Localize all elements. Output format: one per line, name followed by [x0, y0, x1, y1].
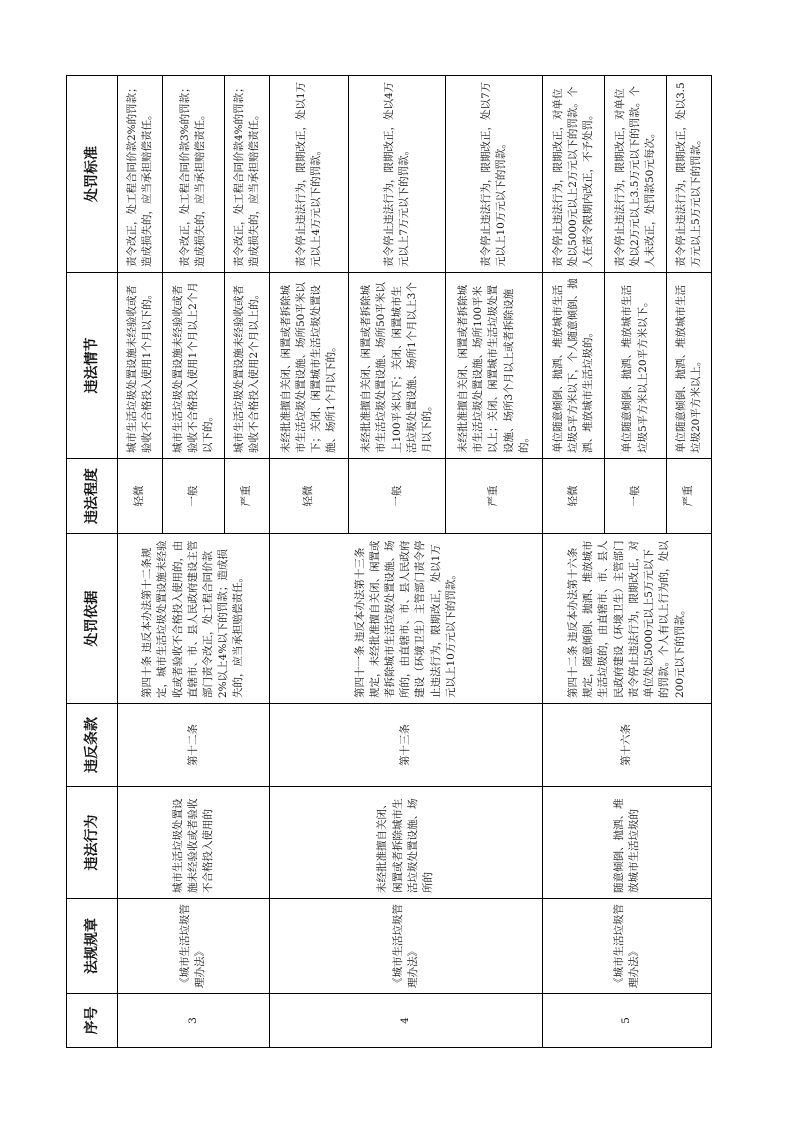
row-detail: 城市生活垃圾处置设施未经验收或者验收不合格投入使用1个月以下的。: [118, 273, 163, 459]
row-detail: 未经批准擅自关闭、闲置或者拆除城市生活垃圾处置设施、场所50平米以下；关闭、闲置城市生活垃圾处置设施、场所1个月以下的。: [269, 273, 348, 459]
row-penalty: 责令改正，处工程合同价款2%的罚款；造成损失的，应当承担赔偿责任。: [118, 76, 163, 273]
row-detail: 未经批准擅自关闭、闲置或者拆除城市生活垃圾处置设施、场所100平米以上；关闭、闲置城市生活垃圾处置设施、场所3个月以上或者拆除设施的。: [446, 273, 543, 459]
row-law: 《城市生活垃圾管理办法》: [542, 899, 711, 994]
row-clause: 第十三条: [269, 704, 542, 787]
row-detail: 单位随意倾倒、抛洒、堆放城市生活垃圾5平方米以下，个人随意倾倒、抛洒、堆放城市生活垃圾的。: [542, 273, 604, 459]
row-penalty: 责令停止违法行为，限期改正，对单位处以5000元以上2万元以下的罚款。个人在责令限期内改正，不予处罚。: [542, 76, 604, 273]
row-degree: 轻微: [269, 459, 348, 534]
row-degree: 严重: [224, 459, 269, 534]
row-degree: 严重: [667, 459, 712, 534]
row-clause: 第十二条: [118, 704, 270, 787]
row-degree: 一般: [162, 459, 224, 534]
row-degree: 一般: [604, 459, 666, 534]
penalty-standard-table: [66, 75, 712, 1048]
row-penalty: 责令改正，处工程合同价款3%的罚款；造成损失的，应当承担赔偿责任。: [162, 76, 224, 273]
row-detail: 单位随意倾倒、抛洒、堆放城市生活垃圾20平方米以上。: [667, 273, 712, 459]
row-detail: 城市生活垃圾处置设施未经验收或者验收不合格投入使用2个月以上的。: [224, 273, 269, 459]
rotated-page: [66, 76, 712, 1048]
row-penalty: 责令停止违法行为，限期改正，处以4万元以上7万元以下的罚款。: [349, 76, 446, 273]
row-act: 城市生活垃圾处置设施未经验收或者验收不合格投入使用的: [118, 787, 270, 899]
row-detail: 单位随意倾倒、抛洒、堆放城市生活垃圾5平方米以上20平方米以下。: [604, 273, 666, 459]
row-basis: 第四十条 违反本办法第十二条规定，城市生活垃圾处置设施未经验收或者验收不合格投入使用的，由直辖市、市、县人民政府建设主管部门责令改正，处工程合同价款2%以上4%以下的罚款；造成损失的，应当承担赔偿责任。: [118, 534, 270, 704]
header-act: 违法行为: [67, 787, 118, 899]
header-clause: 违反条款: [67, 704, 118, 787]
table-row: [269, 76, 348, 1048]
table-row: [118, 76, 163, 1048]
row-penalty: 责令停止违法行为，限期改正，处以7万元以上10万元以下的罚款。: [446, 76, 543, 273]
row-degree: 严重: [446, 459, 543, 534]
row-penalty: 责令改正，处工程合同价款4%的罚款；造成损失的，应当承担赔偿责任。: [224, 76, 269, 273]
table-row: [542, 76, 604, 1048]
header-index: 序号: [67, 994, 118, 1048]
table-header-row: [67, 76, 118, 1048]
row-act: 未经批准擅自关闭、闲置或者拆除城市生活垃圾处置设施、场所的: [269, 787, 542, 899]
row-index: 4: [269, 994, 542, 1048]
row-penalty: 责令停止违法行为，限期改正，处以3.5万元以上5万元以下的罚款。: [667, 76, 712, 273]
header-degree: 违法程度: [67, 459, 118, 534]
row-detail: 城市生活垃圾处置设施未经验收或者验收不合格投入使用1个月以上2个月以下的。: [162, 273, 224, 459]
row-degree: 轻微: [118, 459, 163, 534]
row-penalty: 责令停止违法行为，限期改正，处以1万元以上4万元以下的罚款。: [269, 76, 348, 273]
header-basis: 处罚依据: [67, 534, 118, 704]
header-detail: 违法情节: [67, 273, 118, 459]
row-index: 5: [542, 994, 711, 1048]
row-law: 《城市生活垃圾管理办法》: [269, 899, 542, 994]
row-basis: 第四十二条 违反本办法第十六条规定，随意倾倒、抛洒、堆放城市生活垃圾的，由直辖市、市、县人民政府建设（环境卫生）主管部门责令停止违法行为，限期改正，对单位处以5000元以上5万元以下的罚款。个人有以上行为的，处以200元以下的罚款。: [542, 534, 711, 704]
row-law: 《城市生活垃圾管理办法》: [118, 899, 270, 994]
row-act: 随意倾倒、抛洒、堆放城市生活垃圾的: [542, 787, 711, 899]
row-penalty: 责令停止违法行为，限期改正，对单位处以2万元以上3.5万元以下的罚款。个人未改正，处罚款50元每次。: [604, 76, 666, 273]
row-index: 3: [118, 994, 270, 1048]
row-detail: 未经批准擅自关闭、闲置或者拆除城市生活垃圾处置设施、场所50平米以上100平米以下；关闭、闲置城市生活垃圾处置设施、场所1个月以上3个月以下的。: [349, 273, 446, 459]
row-degree: 轻微: [542, 459, 604, 534]
header-law: 法规规章: [67, 899, 118, 994]
row-degree: 一般: [349, 459, 446, 534]
header-penalty: 处罚标准: [67, 76, 118, 273]
row-clause: 第十六条: [542, 704, 711, 787]
row-basis: 第四十一条 违反本办法第十三条规定，未经批准擅自关闭、闲置或者拆除城市生活垃圾处置设施、场所的，由直辖市、市、县人民政府建设（环境卫生）主管部门责令停止违法行为，限期改正，处以1万元以上10万元以下的罚款。: [269, 534, 542, 704]
